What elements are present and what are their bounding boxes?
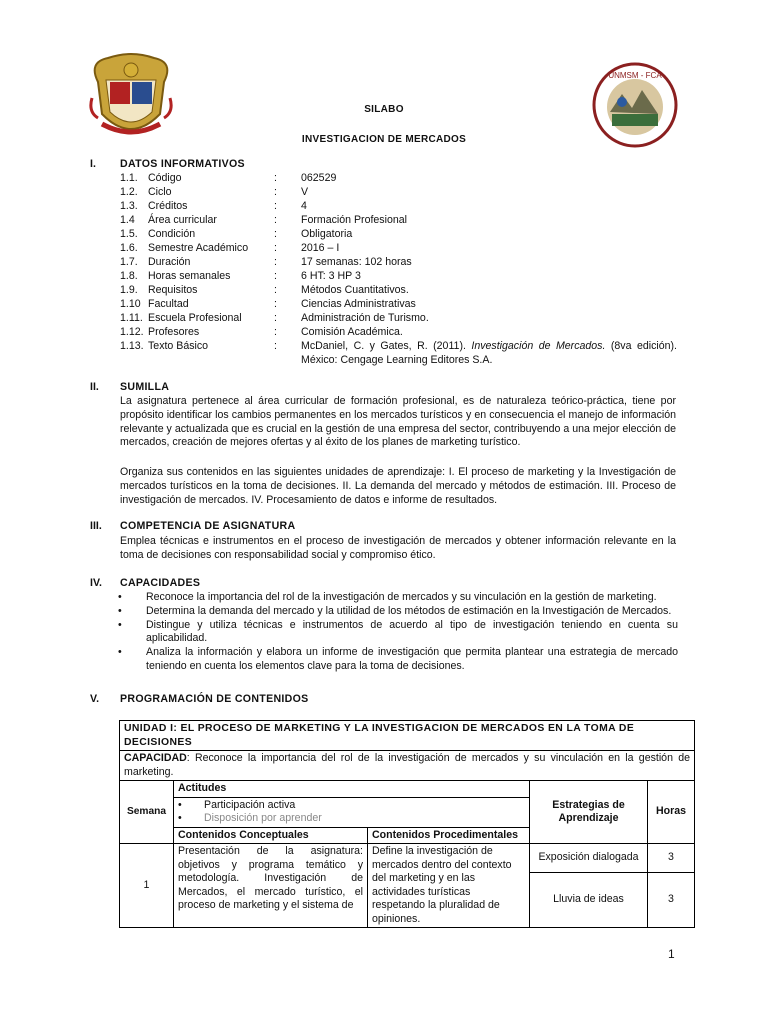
strategy-cell: Lluvia de ideas [530, 872, 648, 927]
concept-content: Presentación de la asignatura: objetivos y programa temático y metodología. Investigación de Mercados, el mercado turístico, el proceso de marketing y el sistema de [174, 844, 368, 928]
info-row [120, 326, 680, 340]
info-row-value [301, 340, 677, 368]
info-row-label: Créditos [148, 200, 188, 212]
info-row [120, 214, 680, 228]
bullet-icon: • [118, 604, 122, 617]
info-row-number: 1.7. [120, 256, 138, 268]
info-row-number: 1.3. [120, 200, 138, 212]
info-row-number: 1.8. [120, 270, 138, 282]
info-row-value: Ciencias Administrativas [301, 298, 416, 310]
semana-header: Semana [120, 781, 174, 844]
capacidad-text: Distingue y utiliza técnicas e instrumentos de acuerdo al tipo de investigación teniendo en cuenta su aplicabilidad. [146, 618, 678, 645]
section-4-title: CAPACIDADES [120, 577, 201, 589]
capacidad-cell [120, 751, 695, 781]
info-row-label: Profesores [148, 326, 200, 338]
info-row-value: V [301, 186, 309, 198]
info-row-colon: : [274, 172, 277, 184]
bullet-icon: • [118, 591, 122, 603]
info-row-label: Horas semanales [148, 270, 231, 282]
info-row [120, 298, 680, 312]
procedural-content: Define la investigación de mercados dentro del contexto del marketing y en las actividades turísticas respetando la pluralidad de opiniones. [368, 844, 530, 928]
info-row-value: Comisión Académica. [301, 326, 403, 338]
section-2-title: SUMILLA [120, 381, 170, 393]
procedimentales-header: Contenidos Procedimentales [368, 827, 530, 844]
document-title: SILABO [364, 104, 404, 115]
program-table [119, 720, 695, 928]
info-row-number: 1.4 [120, 214, 135, 226]
actitud-item [178, 799, 525, 813]
info-row-number: 1.12. [120, 326, 144, 338]
info-row-label: Texto Básico [148, 340, 209, 352]
conceptuales-header: Contenidos Conceptuales [174, 827, 368, 844]
info-row-number: 1.1. [120, 172, 138, 184]
info-row-label: Código [148, 172, 182, 184]
reference-publisher: (8va edición). México: Cengage Learning Editores S.A. [301, 340, 677, 366]
info-row-number: 1.5. [120, 228, 138, 240]
capacidad-item [118, 646, 678, 674]
info-row [120, 186, 680, 200]
info-row-value: 062529 [301, 172, 337, 184]
strategy-cell: Exposición dialogada [530, 844, 648, 873]
info-row-label: Ciclo [148, 186, 172, 198]
capacidad-text: Reconoce la importancia del rol de la investigación de mercados y su vinculación en la gestión de marketing. [146, 591, 657, 603]
info-row [120, 312, 680, 326]
info-row-value: 6 HT: 3 HP 3 [301, 270, 361, 282]
course-title: INVESTIGACION DE MERCADOS [301, 134, 467, 145]
capacidad-item [118, 619, 678, 647]
section-5-number: V. [90, 693, 100, 705]
info-row-value: 17 semanas: 102 horas [301, 256, 412, 268]
svg-text:UNMSM - FCA: UNMSM - FCA [608, 71, 662, 80]
reference-title: Investigación de Mercados. [471, 340, 606, 352]
sumilla-paragraph-2: Organiza sus contenidos en las siguientes unidades de aprendizaje: I. El proceso de marketing y la Investigación de mercados turísticos en la toma de decisiones. II. La demanda del mercado y métodos de estimación. III. Proceso de investigación de mercados. IV. Procesamiento de datos e informe de resultados. [120, 466, 676, 506]
week-number: 1 [120, 844, 174, 928]
info-row-colon: : [274, 200, 277, 212]
info-row-colon: : [274, 326, 277, 338]
info-row-number: 1.6. [120, 242, 138, 254]
bullet-icon: • [118, 618, 122, 631]
info-row [120, 172, 680, 186]
section-1-number: I. [90, 158, 96, 170]
info-row-colon: : [274, 214, 277, 226]
university-crest-logo [88, 52, 174, 142]
section-1-title: DATOS INFORMATIVOS [120, 158, 245, 170]
info-row-value: 4 [301, 200, 307, 212]
unit-title: UNIDAD I: EL PROCESO DE MARKETING Y LA INVESTIGACION DE MERCADOS EN LA TOMA DE DECISIONES [120, 721, 695, 751]
info-row-colon: : [274, 298, 277, 310]
info-row-colon: : [274, 242, 277, 254]
section-2-number: II. [90, 381, 99, 393]
bullet-icon: • [178, 812, 182, 824]
competencia-paragraph: Emplea técnicas e instrumentos en el proceso de investigación de mercados y obtener información relevante en la toma de decisiones con responsabilidad social y compromiso ético. [120, 535, 676, 561]
info-row-label: Facultad [148, 298, 189, 310]
hours-cell: 3 [648, 844, 695, 873]
capacidad-text: Analiza la información y elabora un informe de investigación que permita plantear una estrategia de mercado teniendo en cuenta los elementos clave para la toma de decisiones. [146, 646, 678, 672]
info-row-label: Requisitos [148, 284, 198, 296]
capacidad-item [118, 605, 678, 619]
info-row-colon: : [274, 186, 277, 198]
bullet-icon: • [178, 798, 182, 811]
sumilla-paragraph-1: La asignatura pertenece al área curricular de formación profesional, es de naturaleza teórico-práctica, tiene por propósito identificar los cambios permanentes en los mercados turísticos y en consecuencia el manejo de información relevante y actualizada que es crucial en la gestión de una empresa del sector, contribuyendo a una mejor elección de mercados, creación de mejores ofertas y al éxito de los planes de marketing turístico. [120, 395, 676, 449]
info-row-label: Semestre Académico [148, 242, 249, 254]
bullet-icon: • [118, 646, 122, 659]
reference-authors: McDaniel, C. y Gates, R. (2011). [301, 340, 472, 352]
actitudes-list [174, 797, 530, 827]
actitud-text: Disposición por aprender [204, 812, 322, 824]
info-row-colon: : [274, 270, 277, 282]
info-row [120, 228, 680, 242]
info-row [120, 200, 680, 214]
capacidad-text: Determina la demanda del mercado y la utilidad de los métodos de estimación en la Investigación de Mercados. [146, 604, 672, 617]
actitud-item [178, 812, 525, 826]
info-row [120, 270, 680, 284]
info-row-colon: : [274, 312, 277, 324]
info-row-number: 1.9. [120, 284, 138, 296]
section-5-title: PROGRAMACIÓN DE CONTENIDOS [120, 693, 309, 705]
capacidad-label: CAPACIDAD [124, 752, 187, 764]
info-row-label: Duración [148, 256, 191, 268]
horas-header: Horas [648, 781, 695, 844]
info-row-colon: : [274, 256, 277, 268]
info-row-colon: : [274, 284, 277, 296]
section-3-title: COMPETENCIA DE ASIGNATURA [120, 520, 296, 532]
actitudes-header: Actitudes [174, 781, 530, 798]
section-4-number: IV. [90, 577, 102, 589]
info-row-number: 1.10 [120, 298, 141, 310]
info-row-number: 1.11. [120, 312, 143, 324]
capacidades-list [118, 591, 678, 674]
info-row-colon: : [274, 340, 277, 352]
info-row-texto-basico [120, 340, 680, 368]
info-row-label: Área curricular [148, 214, 217, 226]
info-row [120, 242, 680, 256]
info-row-colon: : [274, 228, 277, 240]
capacidad-item [118, 591, 678, 605]
info-row [120, 256, 680, 270]
info-row-label: Escuela Profesional [148, 312, 242, 324]
capacidad-text: : Reconoce la importancia del rol de la investigación de mercados y su vinculación en la gestión de marketing. [124, 752, 690, 778]
info-row-value: Formación Profesional [301, 214, 407, 226]
hours-cell: 3 [648, 872, 695, 927]
actitud-text: Participación activa [204, 798, 296, 811]
page-number: 1 [668, 947, 675, 961]
section-3-number: III. [90, 520, 102, 532]
info-row-label: Condición [148, 228, 196, 240]
info-row-number: 1.2. [120, 186, 138, 198]
info-row-value: Administración de Turismo. [301, 312, 429, 324]
estrategias-header: Estrategias de Aprendizaje [530, 781, 648, 844]
info-row-value: Obligatoria [301, 228, 353, 240]
info-row-value: 2016 – I [301, 242, 340, 254]
info-row-number: 1.13. [120, 340, 144, 352]
info-row-value: Métodos Cuantitativos. [301, 284, 409, 296]
info-row [120, 284, 680, 298]
